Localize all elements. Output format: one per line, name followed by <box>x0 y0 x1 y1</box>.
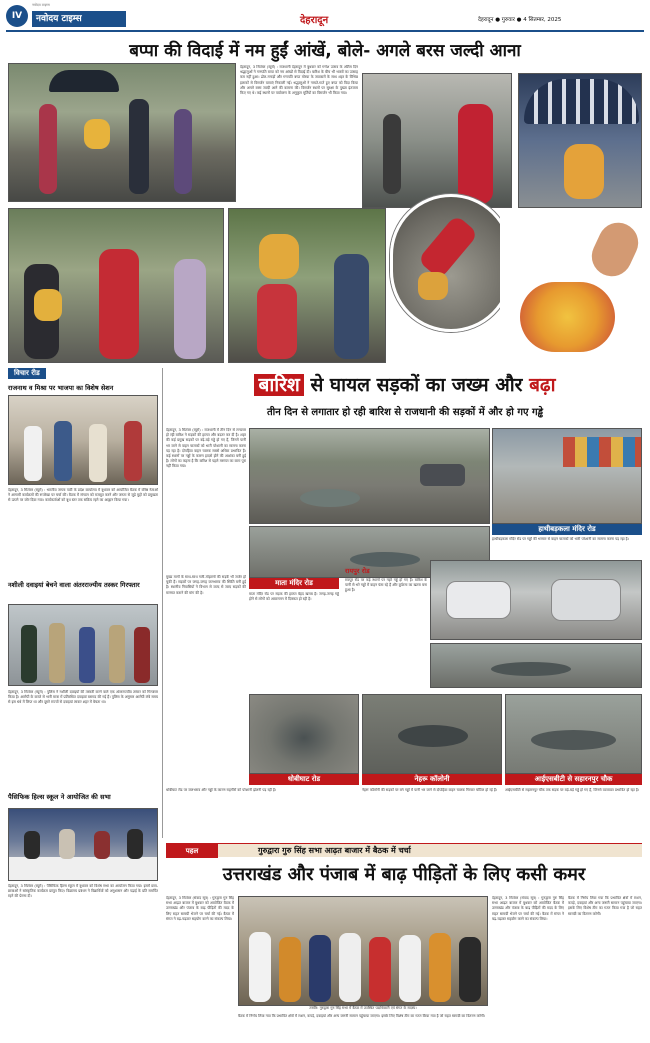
car-shape <box>551 579 621 621</box>
car-shape <box>420 464 465 486</box>
road-photo-5 <box>249 694 359 774</box>
person-shape <box>89 424 107 482</box>
vichar-title: राजनाथ व मिश्रा पर भाजपा का विशेष सेशन <box>8 384 114 392</box>
person-shape <box>309 935 331 1002</box>
person-shape <box>429 933 451 1002</box>
person-shape <box>134 627 150 683</box>
pothole-shape <box>350 552 420 567</box>
person-shape <box>24 426 42 481</box>
story2-headline-red2: बढ़ा <box>529 374 556 396</box>
person-shape <box>21 625 37 683</box>
person-shape <box>369 937 391 1002</box>
note-nehru: नेहरू कॉलोनी की सड़कों पर बने गड्ढों में पानी भर जाने से दोपहिया वाहन चालक गिरकर चोटिल हो रहे हैं। <box>362 788 498 792</box>
person-shape <box>127 829 143 859</box>
story2-headline-mid: से घायल सड़कों का जख्म और <box>303 374 530 396</box>
story3-kicker-bar <box>166 843 642 857</box>
idol-shape <box>564 144 604 199</box>
road-photo-4 <box>430 643 642 688</box>
dateline: देहरादून ● गुरुवार ● 4 सितम्बर, 2025 <box>478 17 562 23</box>
road-photo-3 <box>430 560 642 640</box>
person-shape <box>334 254 369 359</box>
person-shape <box>417 214 479 279</box>
person-shape <box>459 937 481 1002</box>
pothole-shape <box>300 489 360 507</box>
vichar-tag: विचार रीड <box>8 368 46 379</box>
visarjan-photo-4 <box>8 208 224 363</box>
note-mata: माता मंदिर रोड पर सड़क की हालत बेहद खराब है। जगह-जगह गड्ढे होने से लोगों को आवागमन में दिक्कत हो रही है। <box>249 592 339 602</box>
person-shape <box>124 421 142 481</box>
paper-name: नवोदय टाइम्स <box>32 11 126 27</box>
road-photo-label-nehru: नेहरू कॉलोनी <box>362 774 502 785</box>
arrest-photo <box>8 604 158 686</box>
story3-kicker: गुरुद्वारा गुरु सिंह सभा आढ़त बाजार में बैठक में चर्चा <box>258 846 411 855</box>
table-shape <box>9 857 158 881</box>
person-shape <box>99 249 139 359</box>
masthead-rule <box>6 30 644 32</box>
note-dhobi: धोबीघाट रोड पर जलभराव और गड्ढों के कारण राहगीरों को परेशानी झेलनी पड़ रही है। <box>166 788 277 792</box>
idol-shape <box>84 119 110 149</box>
person-shape <box>174 109 192 194</box>
person-shape <box>279 937 301 1002</box>
idol-shape <box>418 272 448 300</box>
road-photo-label-mata: माता मंदिर रोड <box>249 578 339 589</box>
visarjan-photo-6 <box>390 194 512 332</box>
low-left-body: देहरादून, 3 सितंबर (ब्यूरो) : पैसिफिक हिल्स स्कूल में बुधवार को विशेष सभा का आयोजन किया गया। इसमें छात्र-छात्राओं ने सांस्कृतिक कार्यक्रम प्रस्तुत किए। विद्यालय प्रबंधन ने विद्यार्थियों को अनुशासन और पढ़ाई के प्रति समर्पित रहने की प्रेरणा दी। <box>8 884 158 899</box>
umbrella-shape <box>49 70 119 92</box>
pothole-shape <box>491 662 571 676</box>
idol-shape <box>34 289 62 321</box>
mid-left-body: देहरादून, 3 सितंबर (ब्यूरो) : पुलिस ने नशीली दवाइयों की तस्करी करने वाले एक अंतरराज्यीय तस्कर को गिरफ्तार किया है। आरोपी के कब्जे से भारी मात्रा में प्रतिबंधित दवाइयां बरामद की गई हैं। पुलिस के अनुसार आरोपी लंबे समय से इस धंधे में लिप्त था और दूसरे राज्यों से दवाइयां लाकर शहर में बेचता था। <box>8 690 158 705</box>
story1-body: देहरादून, 3 सितंबर (ब्यूरो) : राजधानी देहरादून में बुधवार को गणेश उत्सव के अंतिम दिन श्रद्धालुओं ने गणपति बप्पा को नम आंखों से विदाई दी। बारिश के बीच भी भक्तों का उत्साह कम नहीं हुआ। ढोल-नगाड़ों और गणपति बप्पा मोरया के जयकारों के साथ शहर के विभिन्न इलाकों से विसर्जन यात्राएं निकाली गईं। श्रद्धालुओं ने नाचते-गाते हुए बप्पा को विदा किया और अगले बरस जल्दी आने की कामना की। विसर्जन स्थलों पर सुरक्षा के पुख्ता इंतजाम किए गए थे। कई स्थानों पर पर्यावरण के अनुकूल मूर्तियों का विसर्जन भी किया गया। <box>240 65 358 96</box>
person-shape <box>339 933 361 1002</box>
road-photo-7 <box>505 694 642 774</box>
pothole-shape <box>398 725 468 747</box>
gurudwara-photo-caption: तस्वीर: गुरुद्वारा गुरु सिंह सभा में बैठक में उपस्थित पदाधिकारी एवं संगत के सदस्य। <box>309 1006 417 1010</box>
story3-body2-right: बैठक में निर्णय लिया गया कि प्रभावित क्षेत्रों में राशन, कपड़े, दवाइयां और अन्य जरूरी सामान पहुंचाया जाएगा। इसके लिए विशेष टीम का गठन किया गया है जो राहत सामग्री का वितरण करेगी। <box>568 896 642 916</box>
visarjan-photo-7 <box>500 212 642 363</box>
school-photo <box>8 808 158 881</box>
hand-shape <box>585 216 642 283</box>
story2-body2: मुख्य मार्गों के साथ-साथ गली-मोहल्लों की सड़कें भी जर्जर हो चुकी हैं। सड़कों पर जगह-जगह जलभराव की स्थिति बनी हुई है। स्थानीय निवासियों ने विभाग से जल्द से जल्द सड़कों की मरम्मत कराने की मांग की है। <box>166 575 246 595</box>
story3-headline: उत्तराखंड और पंजाब में बाढ़ पीड़ितों के लिए कसी कमर <box>222 864 586 885</box>
page-number: IV <box>6 5 28 27</box>
section-title: देहरादून <box>300 15 329 26</box>
wall-art-shape <box>563 437 642 467</box>
car-shape <box>446 581 511 619</box>
road-photo-1 <box>249 428 490 524</box>
vichar-body: देहरादून, 3 सितंबर (ब्यूरो) : भारतीय जनता पार्टी के प्रदेश कार्यालय में बुधवार को आयोजित बैठक में वरिष्ठ नेताओं ने आगामी कार्यक्रमों की रूपरेखा पर चर्चा की। बैठक में संगठन को मजबूत करने और जनता से जुड़े मुद्दों को प्रमुखता से उठाने पर जोर दिया गया। कार्यकर्ताओं को बूथ स्तर तक सक्रिय रहने का आह्वान किया गया। <box>8 488 158 503</box>
story3-body: देहरादून, 3 सितंबर (संवाद सूत्र) : गुरुद्वारा गुरु सिंह सभा आढ़त बाजार में बुधवार को आयोजित बैठक में उत्तराखंड और पंजाब के बाढ़ पीड़ितों की मदद के लिए राहत सामग्री भेजने पर चर्चा की गई। बैठक में संगत ने बढ़-चढ़कर सहयोग करने का संकल्प लिया। <box>166 896 234 921</box>
note-raipur: रायपुर रोड पर कई स्थानों पर गहरे गड्ढे हो गए हैं। बारिश के पानी से भरे गड्ढों में वाहन फंस रहे हैं और दुर्घटना का खतरा बना हुआ है। <box>345 578 427 593</box>
visarjan-photo-3 <box>518 73 642 208</box>
person-shape <box>249 932 271 1002</box>
person-shape <box>49 623 65 683</box>
story1-headline: बप्पा की विदाई में नम हुईं आंखें, बोले- अगले बरस जल्दी आना <box>129 41 521 61</box>
idol-shape <box>259 234 299 279</box>
visarjan-photo-5 <box>228 208 386 363</box>
road-photo-right-label: हाथीबड़कला मंदिर रोड <box>492 524 642 535</box>
person-shape <box>24 831 40 859</box>
road-photo-6 <box>362 694 502 774</box>
person-shape <box>257 284 297 359</box>
note-isbt: आईएसबीटी से सहारनपुर चौक तक सड़क पर बड़े-बड़े गड्ढे हो गए हैं, जिनसे यातायात प्रभावित हो रहा है। <box>505 788 640 792</box>
person-shape <box>399 935 421 1002</box>
mid-left-headline: नशीली दवाइयां बेचने वाला अंतरराज्यीय तस्कर गिरफ्तार <box>8 581 140 589</box>
story3-body2: बैठक में निर्णय लिया गया कि प्रभावित क्षेत्रों में राशन, कपड़े, दवाइयां और अन्य जरूरी सामान पहुंचाया जाएगा। इसके लिए विशेष टीम का गठन किया गया है जो राहत सामग्री का वितरण करेगी। <box>238 1014 486 1018</box>
road-photo-right-note: हाथीबड़कला मंदिर रोड पर गड्ढों की भरमार से वाहन चालकों को भारी परेशानी का सामना करना पड़ रहा है। <box>492 537 629 541</box>
road-label-raipur: रायपुर रोड <box>345 567 370 575</box>
road-photo-right <box>492 428 642 524</box>
road-photo-label-dhobi: धोबीघाट रोड <box>249 774 359 785</box>
masthead-small-line: नवोदय टाइम्स <box>32 3 50 7</box>
column-divider <box>162 368 163 838</box>
story2-headline <box>166 371 644 397</box>
masthead <box>0 0 650 32</box>
person-shape <box>383 114 401 194</box>
idol-shape <box>520 282 615 352</box>
visarjan-photo-2 <box>362 73 512 208</box>
person-shape <box>458 104 493 204</box>
story2-body: देहरादून, 3 सितंबर (ब्यूरो) : राजधानी में तीन दिन से लगातार हो रही बारिश ने सड़कों की हालत और बदतर कर दी है। शहर की कई प्रमुख सड़कों पर बड़े-बड़े गड्ढे हो गए हैं, जिनमें पानी भर जाने से वाहन चालकों को भारी परेशानी का सामना करना पड़ रहा है। दोपहिया वाहन चालक सबसे अधिक प्रभावित हैं। कई स्थानों पर गड्ढों के कारण हादसे होने की आशंका बनी हुई है। लोगों का कहना है कि बारिश से पहले मरम्मत का काम पूरा नहीं किया गया। <box>166 428 246 469</box>
visarjan-photo-1 <box>8 63 236 202</box>
person-shape <box>174 259 206 359</box>
story2-subhead: तीन दिन से लगातार हो रही बारिश से राजधानी की सड़कों में और हो गए गड्ढे <box>266 407 544 418</box>
vichar-photo <box>8 395 158 485</box>
person-shape <box>109 625 125 683</box>
person-shape <box>129 99 149 194</box>
story2-headline-red: बारिश <box>254 374 303 396</box>
story3-body-right: देहरादून, 3 सितंबर (संवाद सूत्र) : गुरुद्वारा गुरु सिंह सभा आढ़त बाजार में बुधवार को आयोजित बैठक में उत्तराखंड और पंजाब के बाढ़ पीड़ितों की मदद के लिए राहत सामग्री भेजने पर चर्चा की गई। बैठक में संगत ने बढ़-चढ़कर सहयोग करने का संकल्प लिया। <box>492 896 564 921</box>
person-shape <box>39 104 57 194</box>
gurudwara-photo <box>238 896 488 1006</box>
person-shape <box>59 829 75 859</box>
story3-kicker-tag: पहल <box>166 844 218 858</box>
pothole-shape <box>531 730 616 750</box>
person-shape <box>94 831 110 859</box>
umbrella-shape <box>524 79 639 124</box>
low-left-headline: पैसिफिक हिल्स स्कूल ने आयोजित की सभा <box>8 793 111 801</box>
person-shape <box>54 421 72 481</box>
road-photo-label-isbt: आईएसबीटी से सहारनपुर चौक <box>505 774 642 785</box>
person-shape <box>79 627 95 683</box>
